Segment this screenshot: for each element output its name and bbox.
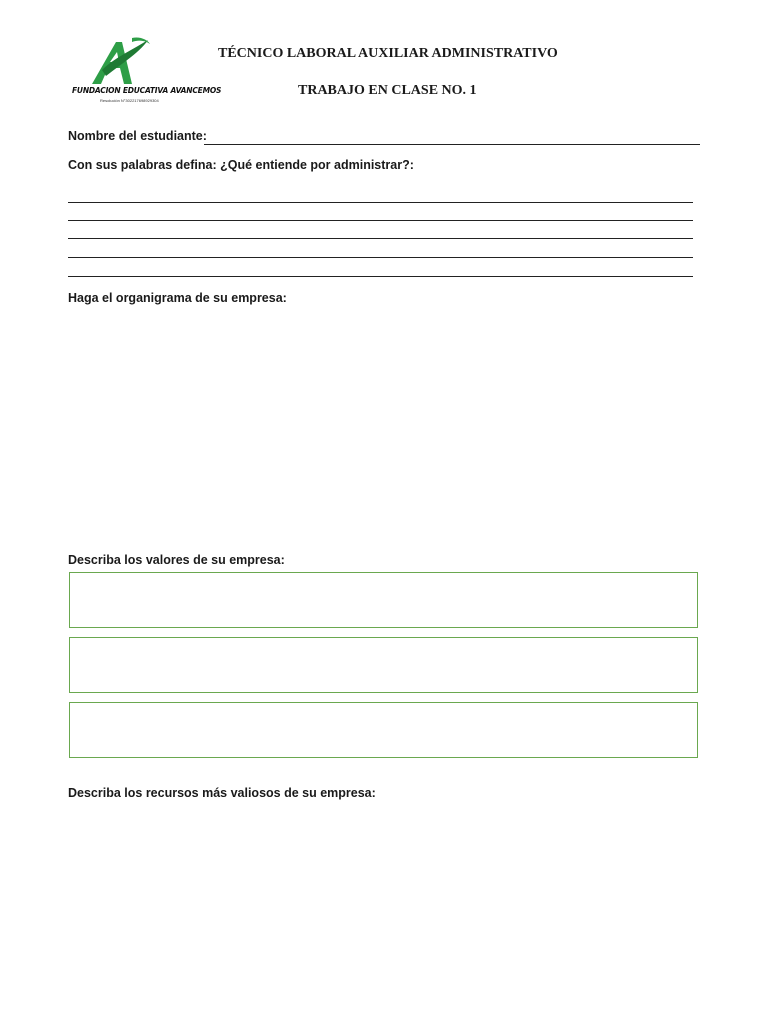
answer-line[interactable]	[68, 202, 693, 203]
question-values-label: Describa los valores de su empresa:	[68, 553, 285, 567]
answer-line[interactable]	[68, 276, 693, 277]
answer-line[interactable]	[68, 257, 693, 258]
page-subtitle: TRABAJO EN CLASE NO. 1	[298, 83, 477, 98]
green-letter-a-swoosh-icon	[88, 36, 152, 86]
logo-name: FUNDACION EDUCATIVA AVANCEMOS	[72, 86, 222, 95]
value-text-box[interactable]	[69, 702, 698, 758]
logo	[70, 36, 222, 108]
student-name-field[interactable]	[204, 144, 700, 145]
question-resources-label: Describa los recursos más valiosos de su empresa:	[68, 786, 376, 800]
question-org-chart-label: Haga el organigrama de su empresa:	[68, 291, 287, 305]
value-text-box[interactable]	[69, 572, 698, 628]
value-text-box[interactable]	[69, 637, 698, 693]
answer-line[interactable]	[68, 220, 693, 221]
logo-resolution: Resolución N°302217698929304	[100, 98, 159, 103]
answer-line[interactable]	[68, 238, 693, 239]
page-title: TÉCNICO LABORAL AUXILIAR ADMINISTRATIVO	[218, 46, 558, 61]
student-name-label: Nombre del estudiante:	[68, 129, 207, 143]
question-define-label: Con sus palabras defina: ¿Qué entiende por administrar?:	[68, 158, 414, 172]
